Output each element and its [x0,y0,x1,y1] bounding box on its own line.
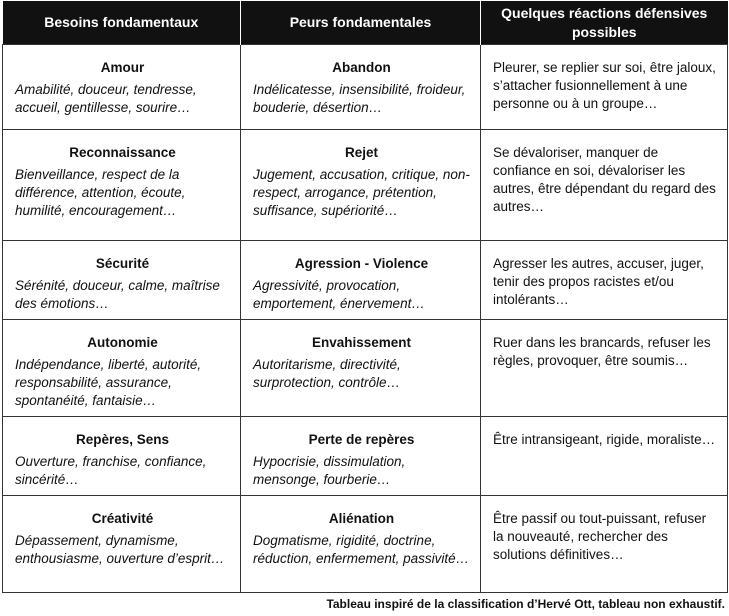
fear-text: Autoritarisme, directivité, surprotection, contrôle… [253,357,401,390]
fear-cell [241,45,481,130]
fear-text: Indélicatesse, insensibilité, froideur, bouderie, désertion… [253,82,466,115]
need-cell [3,496,241,593]
need-cell [3,417,241,496]
table-caption: Tableau inspiré de la classification d’Hervé Ott, tableau non exhaustif. [326,597,725,611]
fear-title: Rejet [344,145,378,160]
fear-text: Dogmatisme, rigidité, doctrine, réduction, enfermement, passivité… [253,533,470,566]
need-title: Amour [100,60,145,75]
need-text: Bienveillance, respect de la différence, attention, écoute, humilité, encouragement… [15,167,186,218]
fear-text: Agressivité, provocation, emportement, énervement… [253,278,425,311]
reaction-cell: Se dévaloriser, manquer de confiance en soi, dévaloriser les autres, être dépendant du regard des autres… [481,130,728,241]
fear-text: Hypocrisie, dissimulation, mensonge, fourberie… [253,454,406,487]
table-header [3,1,728,45]
header-row [3,1,728,45]
needs-fears-table [2,1,728,593]
need-text: Sérénité, douceur, calme, maîtrise des émotions… [15,278,220,311]
need-cell [3,130,241,241]
table-body [3,45,728,593]
reaction-cell: Être intransigeant, rigide, moraliste… [481,417,728,496]
fear-title: Abandon [332,60,391,75]
fear-cell [241,320,481,417]
need-title: Autonomie [87,335,158,350]
table-row [3,45,728,130]
need-cell [3,320,241,417]
reaction-cell: Agresser les autres, accuser, juger, tenir des propos racistes et/ou intolérants… [481,241,728,320]
table-row [3,496,728,593]
fear-title: Aliénation [328,511,395,526]
need-title: Repères, Sens [75,432,170,447]
need-title: Sécurité [95,256,150,271]
table-row [3,130,728,241]
need-title: Créativité [91,511,154,526]
header-besoins: Besoins fondamentaux [3,1,241,45]
reaction-cell: Être passif ou tout-puissant, refuser la nouveauté, rechercher des solutions définitives… [481,496,728,593]
need-title: Reconnaissance [69,145,176,160]
need-cell [3,241,241,320]
need-text: Dépassement, dynamisme, enthousiasme, ouverture d’esprit… [15,533,225,566]
fear-cell [241,130,481,241]
table-row [3,320,728,417]
reaction-cell: Pleurer, se replier sur soi, être jaloux, s’attacher fusionnellement à une personne ou à un groupe… [481,45,728,130]
need-text: Ouverture, franchise, confiance, sincérité… [15,454,207,487]
reaction-cell: Ruer dans les brancards, refuser les règles, provoquer, être soumis… [481,320,728,417]
need-text: Indépendance, liberté, autorité, responsabilité, assurance, spontanéité, fantaisie… [15,357,202,408]
fear-title: Envahissement [311,335,412,350]
fear-text: Jugement, accusation, critique, non-respect, arrogance, prétention, suffisance, supériorité… [253,167,470,218]
header-reactions: Quelques réactions défensives possibles [481,1,728,45]
table-row [3,417,728,496]
table-row [3,241,728,320]
fear-title: Perte de repères [308,432,415,447]
header-peurs: Peurs fondamentales [241,1,481,45]
need-text: Amabilité, douceur, tendresse, accueil, gentillesse, sourire… [15,82,197,115]
fear-cell [241,496,481,593]
fear-cell [241,417,481,496]
fear-cell [241,241,481,320]
need-cell [3,45,241,130]
fear-title: Agression - Violence [294,256,429,271]
